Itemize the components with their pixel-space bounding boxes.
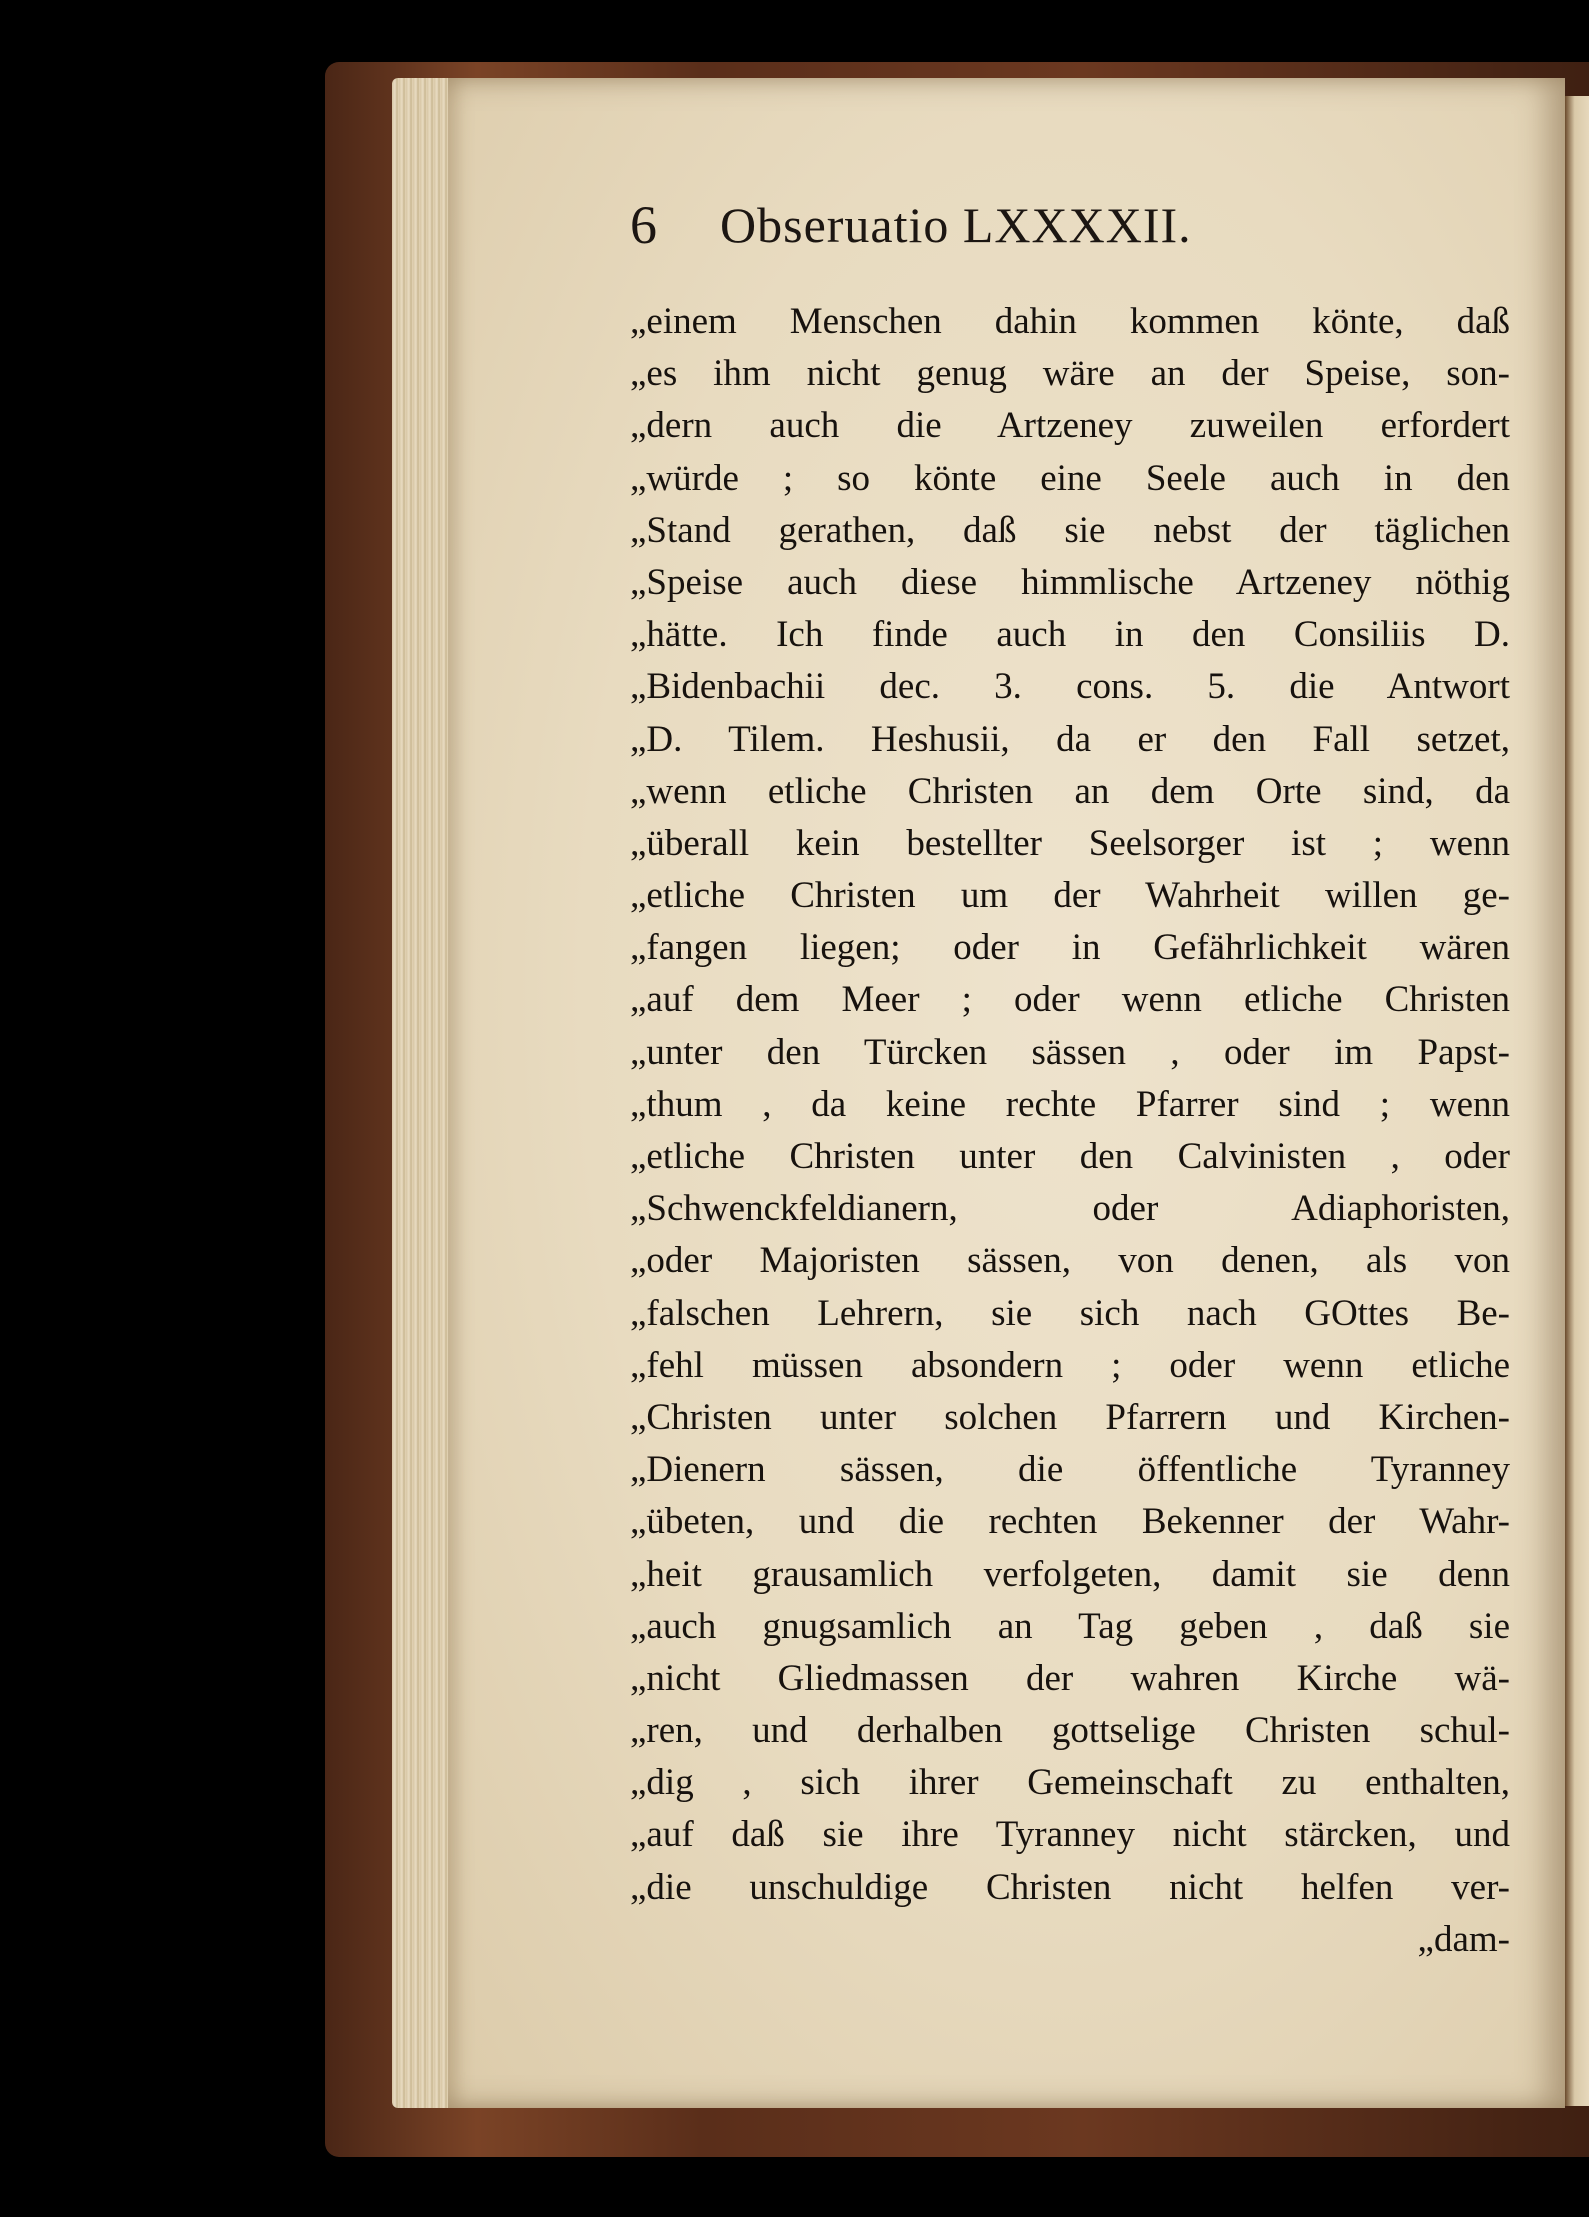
text-line: „oder Majoristen sässen, von denen, als von [630,1240,1510,1282]
text-line: „auch gnugsamlich an Tag geben , daß sie [630,1605,1510,1647]
text-line: „falschen Lehrern, sie sich nach GOttes Be- [630,1292,1510,1334]
text-line: „Speise auch diese himmlische Artzeney nöthig [630,561,1510,603]
page-header [630,190,1390,260]
text-line: „auf daß sie ihre Tyranney nicht stärcken, und [630,1814,1510,1856]
text-line: „Christen unter solchen Pfarrern und Kirchen- [630,1396,1510,1438]
text-line: „etliche Christen um der Wahrheit willen ge- [630,875,1510,917]
text-line: „übeten, und die rechten Bekenner der Wahr- [630,1501,1510,1543]
text-line: „thum , da keine rechte Pfarrer sind ; wenn [630,1083,1510,1125]
text-line: „Stand gerathen, daß sie nebst der täglichen [630,509,1510,551]
text-line: „unter den Türcken sässen , oder im Papst- [630,1031,1510,1073]
text-line: „hätte. Ich finde auch in den Consiliis D. [630,614,1510,656]
text-line: „ren, und derhalben gottselige Christen schul- [630,1710,1510,1752]
text-line: „nicht Gliedmassen der wahren Kirche wä- [630,1657,1510,1699]
text-line: „Bidenbachii dec. 3. cons. 5. die Antwort [630,666,1510,708]
text-line: „einem Menschen dahin kommen könte, daß [630,301,1510,342]
text-line: „heit grausamlich verfolgeten, damit sie denn [630,1553,1510,1595]
adjacent-page-edge [1565,96,1589,2106]
text-line: „dern auch die Artzeney zuweilen erfordert [630,405,1510,447]
text-line: „Dienern sässen, die öffentliche Tyranney [630,1449,1510,1491]
text-line: „auf dem Meer ; oder wenn etliche Christen [630,979,1510,1021]
running-title: Obseruatio LXXXXII. [720,197,1192,253]
text-line: „die unschuldige Christen nicht helfen ver- [630,1866,1510,1908]
catchword: „dam- [1417,1918,1510,1960]
text-line: „würde ; so könte eine Seele auch in den [630,457,1510,499]
text-line: „fehl müssen absondern ; oder wenn etliche [630,1344,1510,1386]
text-line: „überall kein bestellter Seelsorger ist ; wenn [630,822,1510,864]
text-line: „wenn etliche Christen an dem Orte sind, da [630,770,1510,812]
text-line: „D. Tilem. Heshusii, da er den Fall setzet, [630,718,1510,760]
text-line: „fangen liegen; oder in Gefährlichkeit wären [630,927,1510,969]
text-line: „dig , sich ihrer Gemeinschaft zu enthalten, [630,1762,1510,1804]
body-text [630,296,1510,1966]
page-number: 6 [630,195,657,255]
text-line: „Schwenckfeldianern, oder Adiaphoristen, [630,1188,1510,1230]
text-line: „etliche Christen unter den Calvinisten , oder [630,1136,1510,1177]
text-line: „es ihm nicht genug wäre an der Speise, son- [630,353,1510,395]
